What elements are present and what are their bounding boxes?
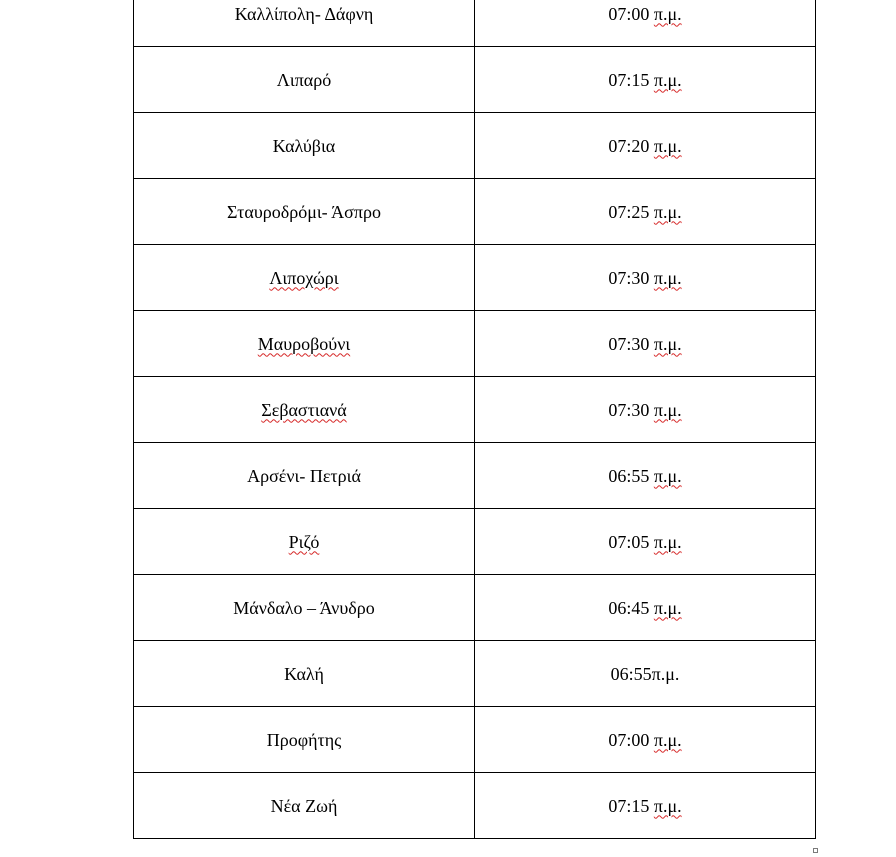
table-row bbox=[134, 0, 816, 47]
time-suffix: π.μ. bbox=[653, 597, 682, 618]
place-name: Μαυροβούνι bbox=[257, 333, 351, 354]
time-cell[interactable] bbox=[475, 113, 816, 179]
place-cell[interactable] bbox=[134, 0, 475, 47]
place-cell[interactable] bbox=[134, 509, 475, 575]
departure-time: 07:25 bbox=[608, 201, 650, 222]
table-row bbox=[134, 443, 816, 509]
place-cell[interactable] bbox=[134, 773, 475, 839]
schedule-body bbox=[134, 0, 816, 839]
table-row bbox=[134, 113, 816, 179]
place-name: Νέα Ζωή bbox=[270, 795, 338, 816]
time-suffix: π.μ. bbox=[653, 69, 682, 90]
time-suffix: π.μ. bbox=[653, 201, 682, 222]
departure-time: 06:45 bbox=[608, 597, 650, 618]
bus-schedule-table bbox=[133, 0, 816, 839]
departure-time: 07:05 bbox=[608, 531, 650, 552]
table-row bbox=[134, 179, 816, 245]
place-name: Σταυροδρόμι- Άσπρο bbox=[227, 201, 381, 222]
place-cell[interactable] bbox=[134, 377, 475, 443]
departure-time: 07:20 bbox=[608, 135, 650, 156]
table-row bbox=[134, 47, 816, 113]
time-cell[interactable] bbox=[475, 47, 816, 113]
place-name: Καλή bbox=[284, 663, 324, 684]
time-cell[interactable] bbox=[475, 509, 816, 575]
time-cell[interactable] bbox=[475, 707, 816, 773]
place-cell[interactable] bbox=[134, 707, 475, 773]
place-name: Λιποχώρι bbox=[269, 267, 339, 288]
place-name: Προφήτης bbox=[266, 729, 342, 750]
table-row bbox=[134, 707, 816, 773]
time-suffix: π.μ. bbox=[653, 795, 682, 816]
place-name: Σεβαστιανά bbox=[261, 399, 347, 420]
table-row bbox=[134, 311, 816, 377]
departure-time: 07:15 bbox=[608, 69, 650, 90]
place-name: Ριζό bbox=[288, 531, 320, 552]
place-cell[interactable] bbox=[134, 641, 475, 707]
time-cell[interactable] bbox=[475, 311, 816, 377]
place-cell[interactable] bbox=[134, 311, 475, 377]
departure-time: 07:30 bbox=[608, 333, 650, 354]
place-cell[interactable] bbox=[134, 443, 475, 509]
table-row bbox=[134, 509, 816, 575]
place-name: Καλλίπολη- Δάφνη bbox=[234, 3, 374, 24]
time-suffix: π.μ. bbox=[653, 531, 682, 552]
place-name: Αρσένι- Πετριά bbox=[247, 465, 361, 486]
time-suffix: π.μ. bbox=[653, 465, 682, 486]
time-cell[interactable] bbox=[475, 443, 816, 509]
place-cell[interactable] bbox=[134, 113, 475, 179]
time-cell[interactable] bbox=[475, 0, 816, 47]
time-cell[interactable] bbox=[475, 377, 816, 443]
table-row bbox=[134, 575, 816, 641]
time-cell[interactable] bbox=[475, 773, 816, 839]
table-row bbox=[134, 377, 816, 443]
table-resize-handle[interactable] bbox=[813, 848, 818, 853]
place-cell[interactable] bbox=[134, 179, 475, 245]
place-name: Καλύβια bbox=[272, 135, 336, 156]
time-cell[interactable] bbox=[475, 245, 816, 311]
time-cell[interactable] bbox=[475, 179, 816, 245]
departure-time: 07:15 bbox=[608, 795, 650, 816]
place-cell[interactable] bbox=[134, 575, 475, 641]
departure-time: 07:30 bbox=[608, 399, 650, 420]
departure-time: 07:30 bbox=[608, 267, 650, 288]
time-suffix: π.μ. bbox=[653, 333, 682, 354]
place-cell[interactable] bbox=[134, 245, 475, 311]
time-suffix: π.μ. bbox=[653, 3, 682, 24]
table-row bbox=[134, 773, 816, 839]
table-row bbox=[134, 245, 816, 311]
departure-time: 07:00 bbox=[608, 3, 650, 24]
time-suffix: π.μ. bbox=[653, 135, 682, 156]
departure-time: 06:55 bbox=[608, 465, 650, 486]
departure-time: 07:00 bbox=[608, 729, 650, 750]
time-suffix: π.μ. bbox=[653, 267, 682, 288]
time-cell[interactable] bbox=[475, 575, 816, 641]
time-cell[interactable] bbox=[475, 641, 816, 707]
departure-time: 06:55π.μ. bbox=[610, 663, 680, 684]
place-cell[interactable] bbox=[134, 47, 475, 113]
time-suffix: π.μ. bbox=[653, 729, 682, 750]
place-name: Λιπαρό bbox=[276, 69, 332, 90]
time-suffix: π.μ. bbox=[653, 399, 682, 420]
table-row bbox=[134, 641, 816, 707]
place-name: Μάνδαλο – Άνυδρο bbox=[233, 597, 375, 618]
